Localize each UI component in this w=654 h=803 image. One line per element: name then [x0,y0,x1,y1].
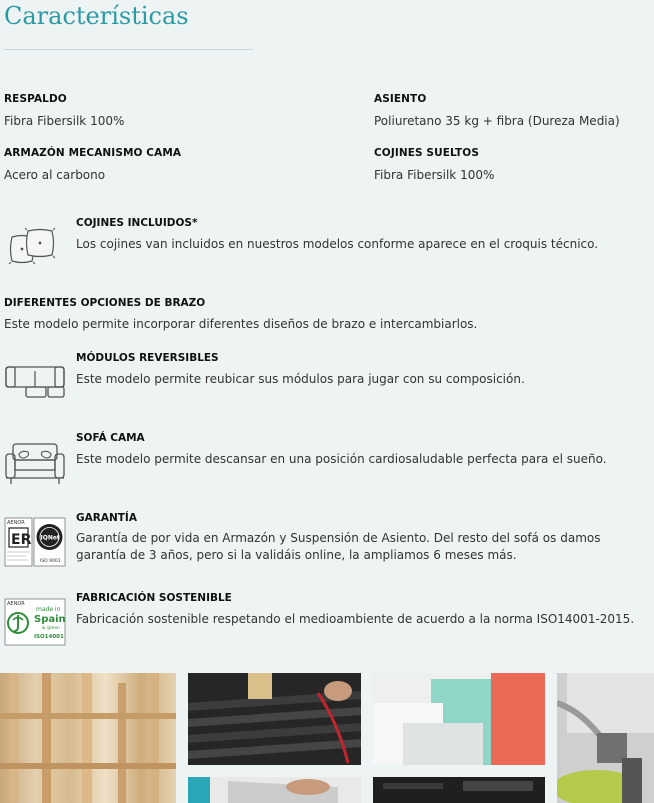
title-divider [4,49,253,50]
spec-value: Poliuretano 35 kg + fibra (Dureza Media) [374,114,620,128]
spain-label: Spain [34,614,66,625]
photo-workshop [373,777,545,803]
feature-title-sofacama: SOFÁ CAMA [76,432,145,444]
iso9001-label: ISO 9001 [40,559,61,564]
green-label: & green [42,626,60,631]
feature-text-brazo: Este modelo permite incorporar diferentes diseños de brazo e intercambiarlos. [4,317,478,331]
photo-sewing-machine [557,673,654,803]
feature-title-modulos: MÓDULOS REVERSIBLES [76,352,219,364]
photo-seat-straps [188,673,361,765]
feature-text-sostenible: Fabricación sostenible respetando el medioambiente de acuerdo a la norma ISO14001-2015. [76,612,635,626]
iso14001-label: ISO14001 [34,634,64,640]
spec-armazon [4,147,181,182]
feature-title-garantia: GARANTÍA [76,512,137,524]
modular-sofa-icon [4,363,66,401]
feature-title-brazo: DIFERENTES OPCIONES DE BRAZO [4,297,206,309]
aenor-iso9001-certification-icon [4,517,66,567]
cushions-icon [4,225,64,269]
spec-value: Acero al carbono [4,168,106,182]
spec-value: Fibra Fibersilk 100% [4,114,125,128]
feature-text-cojines: Los cojines van incluidos en nuestros modelos conforme aparece en el croquis técnico. [76,237,599,251]
iqnet-label: IQNet [40,534,60,542]
spec-label: COJINES SUELTOS [374,147,479,159]
aenor-label: AENOR [7,601,25,607]
spec-respaldo [4,93,124,128]
er-label: ER [11,532,32,548]
feature-title-sostenible: FABRICACIÓN SOSTENIBLE [76,592,232,604]
made-in-spain-iso14001-icon [4,598,66,646]
feature-text-modulos: Este modelo permite reubicar sus módulos para jugar con su composición. [76,372,525,386]
spec-label: RESPALDO [4,93,67,105]
feature-text-garantia-line1: Garantía de por vida en Armazón y Suspensión de Asiento. Del resto del sofá os damos [76,531,601,545]
feature-text-garantia-line2: garantía de 3 años, pero si la validáis online, la ampliamos 6 meses más. [76,548,517,562]
spec-cojines-sueltos [374,147,494,182]
feature-text-sofacama: Este modelo permite descansar en una posición cardiosaludable perfecta para el sueño. [76,452,607,466]
spec-value: Fibra Fibersilk 100% [374,168,495,182]
feature-title-cojines: COJINES INCLUIDOS* [76,217,198,229]
photo-cutting-table [188,777,361,803]
photo-foam-blocks [373,673,545,765]
section-title: Características [4,2,189,30]
spec-label: ASIENTO [374,93,427,105]
aenor-label: AENOR [7,520,25,526]
photo-wood-frame [0,673,176,803]
sofa-bed-icon [4,440,66,488]
spec-asiento [374,93,620,128]
made-in-label: made in [36,606,61,613]
spec-label: ARMAZÓN MECANISMO CAMA [4,147,182,159]
